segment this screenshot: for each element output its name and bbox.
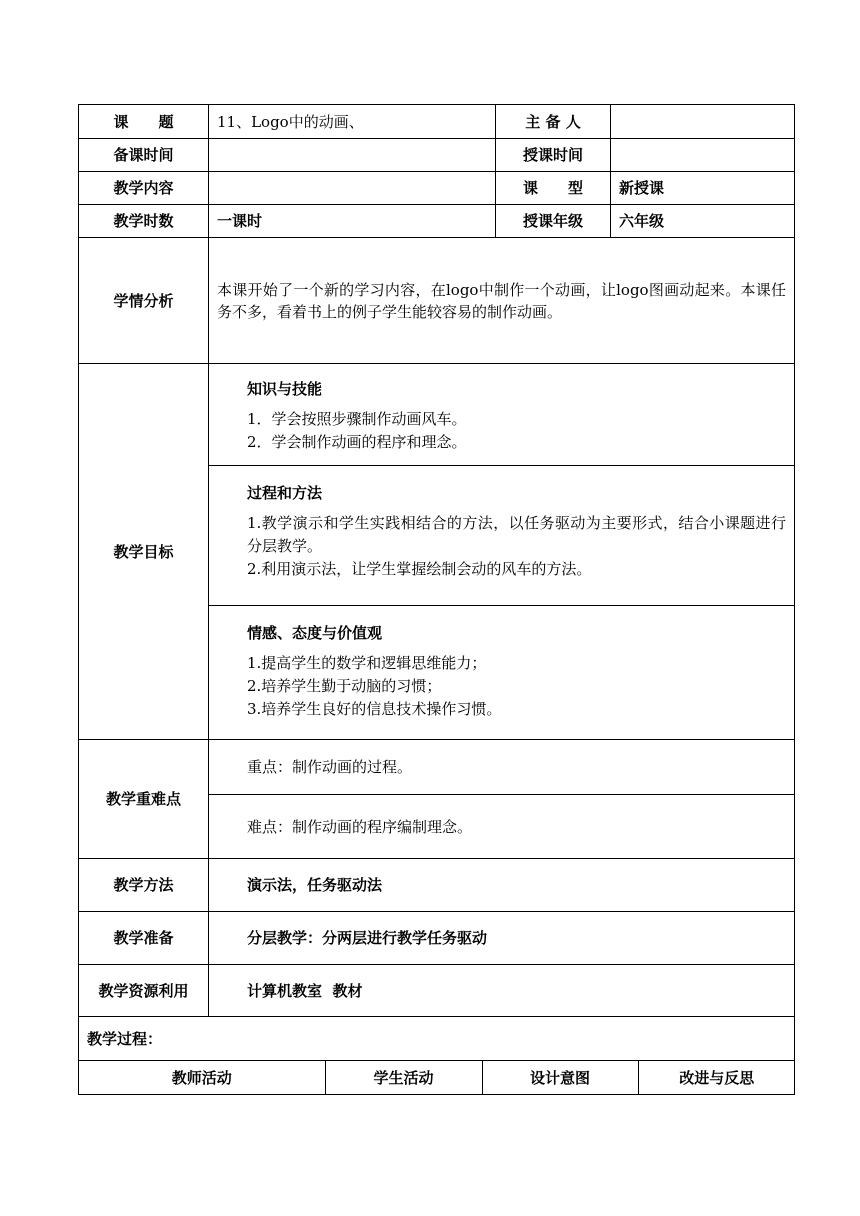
process-header-row bbox=[79, 1061, 795, 1095]
resources-row bbox=[79, 965, 795, 1017]
resources-label: 教学资源利用 bbox=[79, 965, 209, 1017]
teach-time-value bbox=[611, 139, 795, 172]
knowledge-line-1: 1．学会按照步骤制作动画风车。 bbox=[247, 410, 467, 428]
lesson-type-label: 课 型 bbox=[496, 172, 611, 205]
col-reflection: 改进与反思 bbox=[679, 1068, 755, 1087]
goals-process-cell bbox=[209, 466, 795, 606]
resources-value: 计算机教室 教材 bbox=[209, 965, 795, 1017]
process-line-2: 2.利用演示法，让学生掌握绘制会动的风车的方法。 bbox=[247, 560, 592, 578]
prep-time-label: 备课时间 bbox=[79, 139, 209, 172]
header-row-content bbox=[79, 172, 795, 205]
difficult-point-text: 难点：制作动画的程序编制理念。 bbox=[209, 795, 795, 859]
hours-label: 教学时数 bbox=[79, 205, 209, 238]
goals-knowledge-row bbox=[79, 364, 795, 466]
method-value: 演示法，任务驱动法 bbox=[209, 859, 795, 912]
hours-value: 一课时 bbox=[209, 205, 496, 238]
goals-knowledge-cell bbox=[209, 364, 795, 466]
preparation-value: 分层教学：分两层进行教学任务驱动 bbox=[209, 912, 795, 965]
header-row-prep-time bbox=[79, 139, 795, 172]
goals-label: 教学目标 bbox=[79, 364, 209, 740]
prep-time-value bbox=[209, 139, 496, 172]
key-point-text: 重点：制作动画的过程。 bbox=[209, 740, 795, 795]
emotion-line-3: 3.培养学生良好的信息技术操作习惯。 bbox=[247, 700, 502, 718]
process-header-cell bbox=[79, 1061, 795, 1095]
teach-time-label: 授课时间 bbox=[496, 139, 611, 172]
emotion-title: 情感、态度与价值观 bbox=[247, 624, 383, 642]
lesson-plan-table bbox=[78, 104, 795, 1095]
emotion-line-2: 2.培养学生勤于动脑的习惯； bbox=[247, 677, 442, 695]
process-columns bbox=[79, 1061, 795, 1094]
knowledge-line-2: 2．学会制作动画的程序和理念。 bbox=[247, 433, 467, 451]
analysis-text: 本课开始了一个新的学习内容，在logo中制作一个动画，让logo图画动起来。本课任务不多，看着书上的例子学生能较容易的制作动画。 bbox=[217, 280, 786, 321]
content-label: 教学内容 bbox=[79, 172, 209, 205]
col-student-activity: 学生活动 bbox=[325, 1061, 482, 1094]
col-design-intent: 设计意图 bbox=[482, 1061, 638, 1094]
analysis-cell bbox=[209, 238, 795, 364]
method-row bbox=[79, 859, 795, 912]
grade-value: 六年级 bbox=[611, 205, 795, 238]
keypoints-key-row bbox=[79, 740, 795, 795]
goals-emotion-cell bbox=[209, 606, 795, 740]
lesson-type-value: 新授课 bbox=[611, 172, 795, 205]
preparation-label: 教学准备 bbox=[79, 912, 209, 965]
process-line-1: 1.教学演示和学生实践相结合的方法，以任务驱动为主要形式，结合小课题进行分层教学。 bbox=[247, 514, 786, 555]
topic-value: 11、Logo中的动画、 bbox=[209, 105, 496, 139]
preparer-label: 主 备 人 bbox=[496, 105, 611, 139]
analysis-row bbox=[79, 238, 795, 364]
process-title-row bbox=[79, 1017, 795, 1061]
knowledge-title: 知识与技能 bbox=[247, 380, 323, 398]
preparation-row bbox=[79, 912, 795, 965]
header-row-hours bbox=[79, 205, 795, 238]
grade-label: 授课年级 bbox=[496, 205, 611, 238]
method-label: 教学方法 bbox=[79, 859, 209, 912]
topic-label: 课 题 bbox=[79, 105, 209, 139]
content-value bbox=[209, 172, 496, 205]
header-row-topic bbox=[79, 105, 795, 139]
process-title: 过程和方法 bbox=[247, 484, 323, 502]
process-section-title: 教学过程： bbox=[79, 1017, 795, 1061]
preparer-value bbox=[611, 105, 795, 139]
keypoints-label: 教学重难点 bbox=[79, 740, 209, 859]
col-teacher-activity: 教师活动 bbox=[79, 1061, 325, 1094]
emotion-line-1: 1.提高学生的数学和逻辑思维能力； bbox=[247, 654, 487, 672]
analysis-label: 学情分析 bbox=[79, 238, 209, 364]
